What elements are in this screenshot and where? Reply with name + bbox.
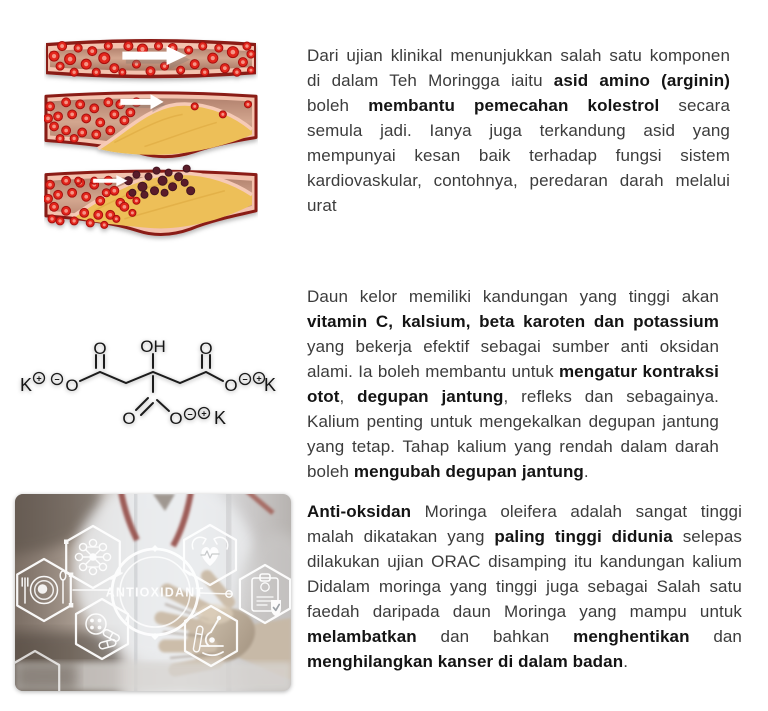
oxygen-atom: O xyxy=(224,376,238,395)
antioxidant-doctor-photo xyxy=(15,494,291,691)
molecule-diagram-svg xyxy=(12,330,282,434)
oxygen-atom: O xyxy=(199,339,213,358)
cholesterol-paragraph: Dari ujian klinikal menunjukkan salah satu komponen di dalam Teh Moringga iaitu asid amino (arginin) boleh membantu pemecahan kolestrol secara semula jadi. Ianya juga terkandung asid yang mempunyai kesan baik terhadap fungsi sistem kardiovaskular, contohnya, peredaran darah melalui urat xyxy=(307,46,730,215)
svg-text:+: + xyxy=(201,408,207,419)
svg-text:+: + xyxy=(36,373,42,384)
oxygen-atom: O xyxy=(122,409,136,428)
svg-text:−: − xyxy=(54,374,60,385)
oxygen-atom: O xyxy=(169,409,183,428)
vessel-plaque xyxy=(44,93,256,157)
artery-cholesterol-illustration xyxy=(44,34,258,243)
oxygen-atom: O xyxy=(93,339,107,358)
antioxidant-overlay-svg xyxy=(15,494,291,691)
vessel-healthy xyxy=(46,39,256,78)
antioxidant-paragraph: Anti-oksidan Moringa oleifera adalah sangat tinggi malah dikatakan yang paling tinggi didunia selepas dilakukan ujian ORAC disamping itu kandungan kalium Didalam moringa yang tinggi juga sebagai Salah satu faedah daripada daun Moringa yang mampu untuk melambatkan dan bahkan menghentikan dan menghilangkan kanser di dalam badan. xyxy=(307,502,742,671)
svg-text:+: + xyxy=(256,373,262,384)
svg-text:−: − xyxy=(187,409,193,420)
potassium-atom: K xyxy=(19,375,33,395)
antioxidant-label: ANTIOXIDANT xyxy=(105,585,205,600)
potassium-atom: K xyxy=(213,408,227,428)
oxygen-atom: O xyxy=(65,376,79,395)
potassium-citrate-structure xyxy=(12,330,282,434)
potassium-paragraph: Daun kelor memiliki kandungan yang tinggi akan vitamin C, kalsium, beta karoten dan potassium yang bekerja efektif sebagai sumber anti oksidan alami. Ia boleh membantu untuk mengatur kontraksi otot, degupan jantung, refleks dan sebagainya. Kalium penting untuk mengekalkan degupan jantung yang tetap. Tahap kalium yang rendah dalam darah boleh mengubah degupan jantung. xyxy=(307,287,719,481)
vessel-clot xyxy=(44,165,256,234)
hydroxyl-group: OH xyxy=(140,337,166,356)
svg-text:−: − xyxy=(242,374,248,385)
artery-stages-svg xyxy=(44,34,258,243)
potassium-atom: K xyxy=(263,375,277,395)
